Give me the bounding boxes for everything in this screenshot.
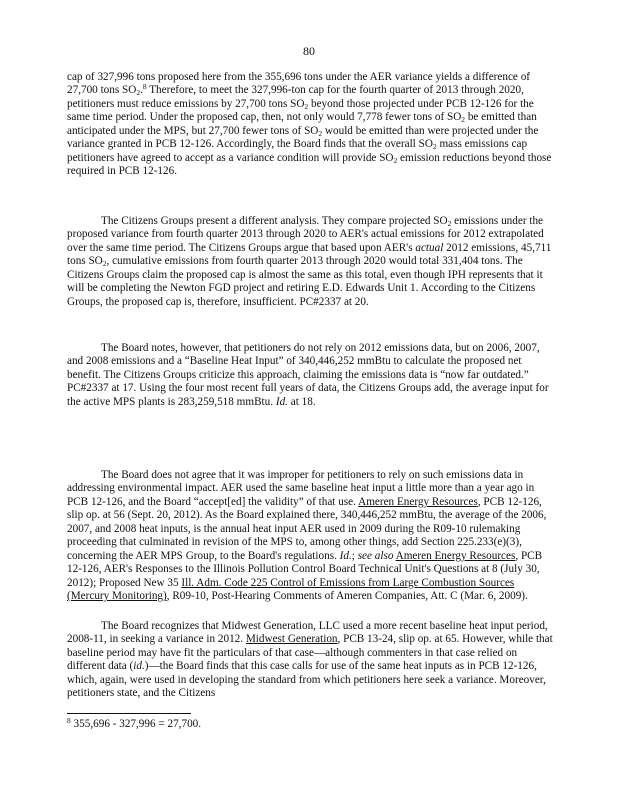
paragraph-citizens-groups-analysis: The Citizens Groups present a different analysis. They compare projected $SO_2$ emissions under the proposed variance from fourth quarter 2013 through 2020 to AER's actual emissions for 2012 extrapolated over the same time period. The Citizens Groups argue that based upon AER's actual 2012 emissions, 45,711 tons $SO_2$, cumulative emissions from fourth quarter 2013 through 2020 would total 331,404 tons. The Citizens Groups claim the proposed cap is almost the same as this total, even though IPH represents that it will be completing the Newton FGD project and retiring E.D. Edwards Unit 1. According to the Citizens Groups, the proposed cap is, therefore, insufficient. PC#2337 at 20. xyxy=(67,215,552,308)
paragraph-midwest-generation: The Board recognizes that Midwest Generation, LLC used a more recent baseline heat input period, 2008-11, in seeking a variance in 2012. Midwest Generation, PCB 13-24, slip op. at 65. However, while that baseline period may have fit the particulars of that case—although commenters in that case relied on different data (id.)—the Board finds that this case calls for use of the same heat inputs as in PCB 12-126, which, again, were used in developing the standard from which petitioners here seek a variance. Moreover, petitioners state, and the Citizens xyxy=(67,620,553,700)
paragraph-board-does-not-agree: The Board does not agree that it was improper for petitioners to rely on such emissions data in addressing environmental impact. AER used the same baseline heat input a little more than a year ago in PCB 12-126, and the Board “accept[ed] the validity” of that use. Ameren Energy Resources, PCB 12-126, slip op. at 56 (Sept. 20, 2012). As the Board explained there, 340,446,252 mmBtu, the average of the 2006, 2007, and 2008 heat inputs, is the annual heat input AER used in 2009 during the R09-10 rulemaking proceeding that culminated in revision of the MPS to, among other things, add Section 225.233(e)(3), concerning the AER MPS Group, to the Board's regulations. Id.; see also Ameren Energy Resources, PCB 12-126, AER's Responses to the Illinois Pollution Control Board Technical Unit's Questions at 8 (July 30, 2012); Proposed New 35 Ill. Adm. Code 225 Control of Emissions from Large Combustion Sources (Mercury Monitoring), R09-10, Post-Hearing Comments of Ameren Companies, Att. C (Mar. 6, 2009). xyxy=(67,469,547,603)
footnote-divider xyxy=(67,713,191,714)
footnote-reference[interactable]: 8 xyxy=(142,82,147,92)
case-citation: Midwest Generation xyxy=(245,633,338,646)
footnote-text: 355,696 - 327,996 = 27,700. xyxy=(70,718,202,730)
footnote xyxy=(67,718,201,730)
page-number: 80 xyxy=(303,44,315,58)
case-citation: Ameren Energy Resources xyxy=(358,495,478,508)
case-citation: Ameren Energy Resources xyxy=(395,549,516,562)
paragraph-aer-variance-difference: cap of 327,996 tons proposed here from the 355,696 tons under the AER variance yields a difference of 27,700 tons $SO_2.^8$ Therefore, to meet the 327,996-ton cap for the fourth quarter of 2013 through 2020, petitioners must reduce emissions by 27,700 tons $SO_2$ beyond those projected under PCB 12-126 for the same time period. Under the proposed cap, then, not only would 7,778 fewer tons of $SO_2$ be emitted than anticipated under the MPS, but 27,700 fewer tons of $SO_2$ would be emitted than were projected under the variance granted in PCB 12-126. Accordingly, the Board finds that the overall $SO_2$ mass emissions cap petitioners have agreed to accept as a variance condition will provide $SO_2$ emission reductions beyond those required in PCB 12-126. xyxy=(67,71,552,178)
footnote-number: 8 xyxy=(67,716,71,725)
rulemaking-citation: Ill. Adm. Code 225 Control of Emissions from Large Combustion Sources (Mercury Monitoring) xyxy=(67,576,515,603)
paragraph-baseline-heat-input: The Board notes, however, that petitioners do not rely on 2012 emissions data, but on 2006, 2007, and 2008 emissions and a “Baseline Heat Input” of 340,446,252 mmBtu to calculate the proposed net benefit. The Citizens Groups criticize this approach, claiming the emissions data is “now far outdated.” PC#2337 at 17. Using the four most recent full years of data, the Citizens Groups add, the average input for the active MPS plants is 283,259,518 mmBtu. Id. at 18. xyxy=(67,342,549,408)
